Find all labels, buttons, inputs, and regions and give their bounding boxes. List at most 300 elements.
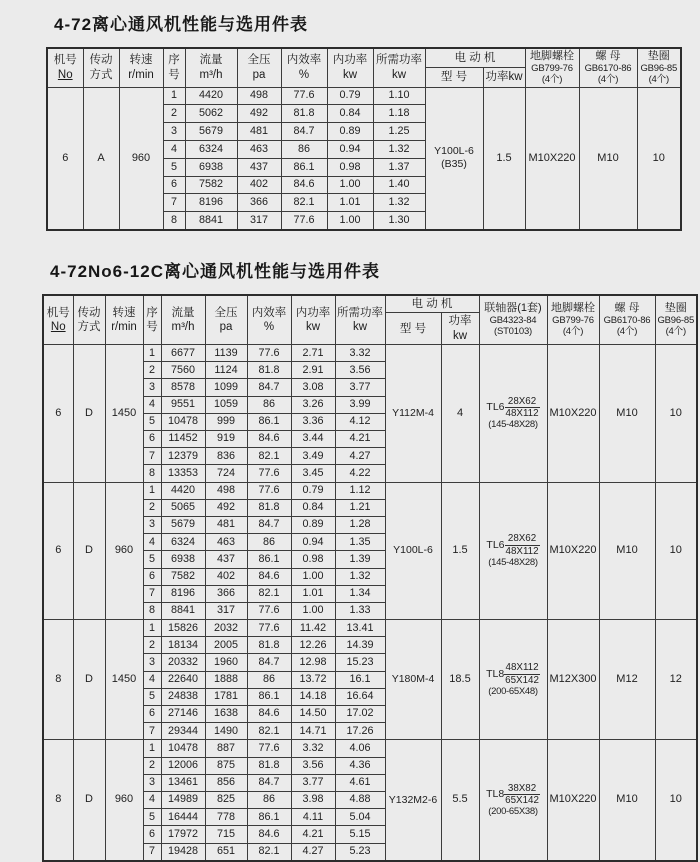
cell-required-power: 5.15 <box>335 826 385 843</box>
cell-pressure: 481 <box>237 123 281 141</box>
cell-inner-power: 4.11 <box>291 809 335 826</box>
col-header-seq: 序 号 <box>143 295 161 345</box>
cell-washer: 10 <box>655 345 697 483</box>
cell-machine-no: 6 <box>43 482 73 620</box>
cell-efficiency: 86.1 <box>247 688 291 705</box>
cell-seq: 2 <box>143 637 161 654</box>
cell-pressure: 1124 <box>205 362 247 379</box>
table-header <box>43 295 697 345</box>
cell-motor-model: Y180M-4 <box>385 620 441 740</box>
cell-flow: 13461 <box>161 774 205 791</box>
cell-pressure: 317 <box>205 602 247 619</box>
cell-efficiency: 84.7 <box>281 123 327 141</box>
cell-efficiency: 84.7 <box>247 774 291 791</box>
cell-pressure: 999 <box>205 413 247 430</box>
cell-machine-no: 8 <box>43 620 73 740</box>
table-body <box>43 345 697 861</box>
col-header-motor: 电 动 机 <box>425 48 525 68</box>
cell-seq: 5 <box>143 688 161 705</box>
cell-required-power: 1.12 <box>335 482 385 499</box>
cell-drive-mode: A <box>83 87 119 230</box>
col-header-nut: 螺 母 GB6170-86 (4个) <box>599 295 655 345</box>
cell-inner-power: 14.50 <box>291 706 335 723</box>
cell-efficiency: 86 <box>281 140 327 158</box>
cell-efficiency: 77.6 <box>247 482 291 499</box>
cell-pressure: 366 <box>237 194 281 212</box>
col-header-inner-power: 内功率 kw <box>291 295 335 345</box>
cell-nut: M10 <box>599 482 655 620</box>
cell-efficiency: 81.8 <box>281 105 327 123</box>
cell-required-power: 16.64 <box>335 688 385 705</box>
cell-required-power: 3.77 <box>335 379 385 396</box>
cell-flow: 6677 <box>161 345 205 362</box>
cell-flow: 12006 <box>161 757 205 774</box>
cell-required-power: 4.61 <box>335 774 385 791</box>
cell-seq: 4 <box>143 671 161 688</box>
table-row <box>47 87 681 105</box>
cell-required-power: 4.88 <box>335 791 385 808</box>
cell-seq: 3 <box>143 774 161 791</box>
cell-flow: 8196 <box>161 585 205 602</box>
cell-pressure: 1638 <box>205 706 247 723</box>
coupling-spec: TL8 $\frac{38X82}{65X142}$ (200-65X38) <box>486 782 539 818</box>
cell-anchor-bolt: M12X300 <box>547 620 599 740</box>
cell-inner-power: 0.84 <box>327 105 373 123</box>
cell-required-power: 3.99 <box>335 396 385 413</box>
cell-flow: 22640 <box>161 671 205 688</box>
cell-motor-power: 5.5 <box>441 740 479 861</box>
fan-table-1-section <box>46 10 700 231</box>
cell-inner-power: 3.26 <box>291 396 335 413</box>
cell-inner-power: 3.36 <box>291 413 335 430</box>
cell-nut: M10 <box>579 87 637 230</box>
cell-pressure: 875 <box>205 757 247 774</box>
cell-required-power: 5.23 <box>335 843 385 861</box>
cell-pressure: 825 <box>205 791 247 808</box>
cell-inner-power: 1.00 <box>327 212 373 230</box>
cell-required-power: 1.25 <box>373 123 425 141</box>
cell-machine-no: 6 <box>47 87 83 230</box>
cell-washer: 10 <box>655 482 697 620</box>
cell-nut: M12 <box>599 620 655 740</box>
col-header-pressure: 全压 pa <box>237 48 281 87</box>
cell-inner-power: 0.79 <box>327 87 373 105</box>
cell-inner-power: 1.00 <box>291 602 335 619</box>
cell-pressure: 2032 <box>205 620 247 637</box>
cell-motor-power: 1.5 <box>441 482 479 620</box>
table-row <box>43 740 697 757</box>
cell-inner-power: 0.89 <box>327 123 373 141</box>
cell-motor-power: 4 <box>441 345 479 483</box>
cell-flow: 17972 <box>161 826 205 843</box>
cell-required-power: 13.41 <box>335 620 385 637</box>
cell-efficiency: 77.6 <box>247 465 291 482</box>
cell-seq: 8 <box>143 465 161 482</box>
cell-efficiency: 84.6 <box>247 568 291 585</box>
fan-table-2-section <box>42 257 700 862</box>
cell-inner-power: 0.98 <box>327 158 373 176</box>
cell-machine-no: 6 <box>43 345 73 483</box>
cell-flow: 8578 <box>161 379 205 396</box>
cell-required-power: 1.34 <box>335 585 385 602</box>
cell-seq: 1 <box>163 87 185 105</box>
cell-flow: 5065 <box>161 499 205 516</box>
cell-inner-power: 1.01 <box>327 194 373 212</box>
cell-required-power: 4.27 <box>335 448 385 465</box>
col-header-anchor-bolt: 地脚螺栓 GB799-76 (4个) <box>525 48 579 87</box>
cell-seq: 5 <box>143 551 161 568</box>
cell-seq: 1 <box>143 482 161 499</box>
cell-efficiency: 84.6 <box>247 706 291 723</box>
cell-speed: 960 <box>119 87 163 230</box>
cell-efficiency: 77.6 <box>247 620 291 637</box>
header-row-1 <box>43 295 697 313</box>
cell-pressure: 1099 <box>205 379 247 396</box>
cell-inner-power: 0.94 <box>291 534 335 551</box>
cell-motor-power: 18.5 <box>441 620 479 740</box>
cell-speed: 960 <box>105 482 143 620</box>
col-header-drive-mode: 传动 方式 <box>73 295 105 345</box>
col-header-nut: 螺 母 GB6170-86 (4个) <box>579 48 637 87</box>
cell-pressure: 651 <box>205 843 247 861</box>
cell-inner-power: 2.91 <box>291 362 335 379</box>
cell-required-power: 1.32 <box>373 140 425 158</box>
cell-efficiency: 77.6 <box>281 212 327 230</box>
cell-seq: 8 <box>163 212 185 230</box>
cell-inner-power: 2.71 <box>291 345 335 362</box>
cell-required-power: 1.10 <box>373 87 425 105</box>
coupling-fraction: $\frac{28X62}{48X112}$ <box>505 395 539 420</box>
cell-motor-model: Y100L-6 (B35) <box>425 87 483 230</box>
cell-pressure: 887 <box>205 740 247 757</box>
cell-inner-power: 4.27 <box>291 843 335 861</box>
cell-inner-power: 11.42 <box>291 620 335 637</box>
col-header-required-power: 所需功率 kw <box>373 48 425 87</box>
col-header-coupling: 联轴器(1套) GB4323-84 (ST0103) <box>479 295 547 345</box>
cell-inner-power: 0.84 <box>291 499 335 516</box>
cell-inner-power: 12.98 <box>291 654 335 671</box>
cell-pressure: 1888 <box>205 671 247 688</box>
cell-required-power: 14.39 <box>335 637 385 654</box>
col-header-motor-model: 型 号 <box>385 313 441 345</box>
cell-required-power: 4.36 <box>335 757 385 774</box>
cell-flow: 9551 <box>161 396 205 413</box>
cell-efficiency: 84.6 <box>247 431 291 448</box>
cell-anchor-bolt: M10X220 <box>547 345 599 483</box>
cell-coupling <box>479 620 547 740</box>
cell-flow: 20332 <box>161 654 205 671</box>
cell-required-power: 17.02 <box>335 706 385 723</box>
cell-flow: 29344 <box>161 723 205 740</box>
cell-pressure: 2005 <box>205 637 247 654</box>
cell-flow: 10478 <box>161 740 205 757</box>
cell-flow: 7582 <box>161 568 205 585</box>
cell-efficiency: 86.1 <box>247 551 291 568</box>
col-header-motor: 电 动 机 <box>385 295 479 313</box>
cell-required-power: 1.32 <box>373 194 425 212</box>
cell-efficiency: 82.1 <box>247 448 291 465</box>
coupling-spec: TL8 $\frac{48X112}{65X142}$ (200-65X48) <box>486 662 539 697</box>
cell-washer: 12 <box>655 620 697 740</box>
cell-flow: 5679 <box>161 516 205 533</box>
cell-pressure: 715 <box>205 826 247 843</box>
cell-pressure: 1490 <box>205 723 247 740</box>
col-header-speed: 转速 r/min <box>105 295 143 345</box>
cell-inner-power: 14.18 <box>291 688 335 705</box>
col-header-efficiency: 内效率 % <box>247 295 291 345</box>
cell-anchor-bolt: M10X220 <box>525 87 579 230</box>
coupling-spec: TL6 $\frac{28X62}{48X112}$ (145-48X28) <box>486 533 539 568</box>
cell-drive-mode: D <box>73 620 105 740</box>
cell-flow: 11452 <box>161 431 205 448</box>
cell-pressure: 492 <box>205 499 247 516</box>
cell-efficiency: 86 <box>247 671 291 688</box>
table-4-72-no6-12c <box>42 294 698 862</box>
cell-required-power: 1.33 <box>335 602 385 619</box>
cell-seq: 4 <box>163 140 185 158</box>
cell-seq: 2 <box>163 105 185 123</box>
col-header-flow: 流量 m³/h <box>185 48 237 87</box>
cell-inner-power: 3.49 <box>291 448 335 465</box>
cell-flow: 6938 <box>185 158 237 176</box>
table-body <box>47 87 681 230</box>
cell-inner-power: 0.79 <box>291 482 335 499</box>
coupling-fraction: $\frac{48X112}{65X142}$ <box>505 662 539 686</box>
cell-pressure: 317 <box>237 212 281 230</box>
cell-pressure: 437 <box>205 551 247 568</box>
cell-required-power: 4.22 <box>335 465 385 482</box>
cell-speed: 1450 <box>105 620 143 740</box>
cell-required-power: 15.23 <box>335 654 385 671</box>
cell-seq: 1 <box>143 620 161 637</box>
col-header-flow: 流量 m³/h <box>161 295 205 345</box>
cell-inner-power: 3.98 <box>291 791 335 808</box>
cell-pressure: 1781 <box>205 688 247 705</box>
cell-pressure: 402 <box>237 176 281 194</box>
cell-pressure: 1059 <box>205 396 247 413</box>
cell-flow: 12379 <box>161 448 205 465</box>
cell-efficiency: 77.6 <box>247 602 291 619</box>
cell-seq: 6 <box>143 706 161 723</box>
col-header-washer: 垫圈 GB96-85 (4个) <box>655 295 697 345</box>
cell-efficiency: 86.1 <box>247 809 291 826</box>
col-header-pressure: 全压 pa <box>205 295 247 345</box>
cell-pressure: 492 <box>237 105 281 123</box>
cell-flow: 6324 <box>185 140 237 158</box>
cell-efficiency: 86 <box>247 534 291 551</box>
cell-machine-no: 8 <box>43 740 73 861</box>
cell-required-power: 1.39 <box>335 551 385 568</box>
cell-seq: 4 <box>143 396 161 413</box>
cell-inner-power: 4.21 <box>291 826 335 843</box>
cell-seq: 7 <box>143 448 161 465</box>
cell-required-power: 1.21 <box>335 499 385 516</box>
cell-drive-mode: D <box>73 482 105 620</box>
cell-anchor-bolt: M10X220 <box>547 740 599 861</box>
cell-required-power: 17.26 <box>335 723 385 740</box>
cell-required-power: 5.04 <box>335 809 385 826</box>
cell-anchor-bolt: M10X220 <box>547 482 599 620</box>
cell-inner-power: 3.08 <box>291 379 335 396</box>
cell-flow: 4420 <box>161 482 205 499</box>
cell-pressure: 724 <box>205 465 247 482</box>
col-header-speed: 转速 r/min <box>119 48 163 87</box>
cell-seq: 3 <box>163 123 185 141</box>
cell-flow: 4420 <box>185 87 237 105</box>
table-row <box>43 482 697 499</box>
cell-seq: 7 <box>143 843 161 861</box>
col-header-motor-power: 功率kw <box>483 68 525 87</box>
cell-inner-power: 3.45 <box>291 465 335 482</box>
cell-motor-power: 1.5 <box>483 87 525 230</box>
col-header-required-power: 所需功率 kw <box>335 295 385 345</box>
col-header-anchor-bolt: 地脚螺栓 GB799-76 (4个) <box>547 295 599 345</box>
cell-nut: M10 <box>599 345 655 483</box>
cell-required-power: 4.21 <box>335 431 385 448</box>
cell-pressure: 778 <box>205 809 247 826</box>
table1-container <box>46 47 700 231</box>
cell-seq: 4 <box>143 534 161 551</box>
cell-drive-mode: D <box>73 740 105 861</box>
table-4-72 <box>46 47 682 231</box>
cell-required-power: 1.40 <box>373 176 425 194</box>
coupling-fraction: $\frac{38X82}{65X142}$ <box>505 782 539 806</box>
cell-required-power: 1.32 <box>335 568 385 585</box>
cell-seq: 8 <box>143 602 161 619</box>
table2-title: 4-72No6-12C离心通风机性能与选用件表 <box>50 261 380 281</box>
cell-flow: 10478 <box>161 413 205 430</box>
cell-flow: 5062 <box>185 105 237 123</box>
col-header-motor-model: 型 号 <box>425 68 483 87</box>
cell-seq: 2 <box>143 362 161 379</box>
cell-inner-power: 0.89 <box>291 516 335 533</box>
cell-motor-model: Y100L-6 <box>385 482 441 620</box>
cell-efficiency: 81.8 <box>247 757 291 774</box>
cell-efficiency: 84.7 <box>247 516 291 533</box>
cell-inner-power: 13.72 <box>291 671 335 688</box>
cell-required-power: 1.35 <box>335 534 385 551</box>
table-header <box>47 48 681 87</box>
cell-flow: 18134 <box>161 637 205 654</box>
col-header-inner-power: 内功率 kw <box>327 48 373 87</box>
cell-required-power: 1.18 <box>373 105 425 123</box>
cell-pressure: 1960 <box>205 654 247 671</box>
col-header-washer: 垫圈 GB96-85 (4个) <box>637 48 681 87</box>
cell-inner-power: 12.26 <box>291 637 335 654</box>
cell-pressure: 1139 <box>205 345 247 362</box>
cell-required-power: 1.30 <box>373 212 425 230</box>
cell-pressure: 366 <box>205 585 247 602</box>
cell-seq: 3 <box>143 516 161 533</box>
cell-flow: 15826 <box>161 620 205 637</box>
cell-efficiency: 82.1 <box>247 723 291 740</box>
col-header-seq: 序 号 <box>163 48 185 87</box>
cell-inner-power: 3.44 <box>291 431 335 448</box>
cell-seq: 2 <box>143 499 161 516</box>
cell-inner-power: 3.56 <box>291 757 335 774</box>
cell-seq: 1 <box>143 345 161 362</box>
cell-seq: 6 <box>143 826 161 843</box>
cell-washer: 10 <box>655 740 697 861</box>
cell-motor-model: Y132M2-6 <box>385 740 441 861</box>
cell-motor-model: Y112M-4 <box>385 345 441 483</box>
cell-coupling <box>479 482 547 620</box>
cell-flow: 14989 <box>161 791 205 808</box>
cell-seq: 6 <box>163 176 185 194</box>
cell-inner-power: 0.98 <box>291 551 335 568</box>
cell-efficiency: 84.7 <box>247 654 291 671</box>
cell-required-power: 3.56 <box>335 362 385 379</box>
cell-seq: 6 <box>143 431 161 448</box>
cell-pressure: 498 <box>205 482 247 499</box>
cell-required-power: 16.1 <box>335 671 385 688</box>
cell-efficiency: 82.1 <box>247 585 291 602</box>
cell-required-power: 4.06 <box>335 740 385 757</box>
cell-flow: 13353 <box>161 465 205 482</box>
cell-flow: 8196 <box>185 194 237 212</box>
cell-flow: 8841 <box>185 212 237 230</box>
col-header-efficiency: 内效率 % <box>281 48 327 87</box>
cell-seq: 4 <box>143 791 161 808</box>
cell-required-power: 1.28 <box>335 516 385 533</box>
cell-efficiency: 77.6 <box>247 740 291 757</box>
cell-flow: 6938 <box>161 551 205 568</box>
cell-flow: 27146 <box>161 706 205 723</box>
cell-seq: 5 <box>143 413 161 430</box>
cell-inner-power: 0.94 <box>327 140 373 158</box>
cell-efficiency: 86.1 <box>247 413 291 430</box>
cell-coupling <box>479 740 547 861</box>
cell-efficiency: 84.7 <box>247 379 291 396</box>
cell-coupling <box>479 345 547 483</box>
cell-inner-power: 1.00 <box>291 568 335 585</box>
cell-required-power: 1.37 <box>373 158 425 176</box>
cell-seq: 2 <box>143 757 161 774</box>
cell-flow: 8841 <box>161 602 205 619</box>
cell-efficiency: 84.6 <box>281 176 327 194</box>
cell-pressure: 856 <box>205 774 247 791</box>
table2-container <box>42 294 700 862</box>
cell-pressure: 836 <box>205 448 247 465</box>
cell-required-power: 4.12 <box>335 413 385 430</box>
cell-speed: 960 <box>105 740 143 861</box>
cell-efficiency: 86 <box>247 396 291 413</box>
cell-inner-power: 14.71 <box>291 723 335 740</box>
cell-flow: 19428 <box>161 843 205 861</box>
cell-efficiency: 81.8 <box>247 637 291 654</box>
table1-title: 4-72离心通风机性能与选用件表 <box>54 15 309 34</box>
cell-efficiency: 77.6 <box>281 87 327 105</box>
cell-efficiency: 81.8 <box>247 499 291 516</box>
cell-inner-power: 1.01 <box>291 585 335 602</box>
cell-efficiency: 82.1 <box>281 194 327 212</box>
cell-pressure: 463 <box>205 534 247 551</box>
cell-flow: 16444 <box>161 809 205 826</box>
table-row <box>43 620 697 637</box>
cell-efficiency: 82.1 <box>247 843 291 861</box>
cell-seq: 3 <box>143 654 161 671</box>
cell-inner-power: 3.77 <box>291 774 335 791</box>
col-header-machine-no: 机号 No <box>43 295 73 345</box>
cell-seq: 6 <box>143 568 161 585</box>
cell-seq: 1 <box>143 740 161 757</box>
cell-flow: 5679 <box>185 123 237 141</box>
cell-seq: 7 <box>163 194 185 212</box>
cell-washer: 10 <box>637 87 681 230</box>
col-header-machine-no: 机号 No <box>47 48 83 87</box>
header-row-1 <box>47 48 681 68</box>
cell-flow: 7582 <box>185 176 237 194</box>
